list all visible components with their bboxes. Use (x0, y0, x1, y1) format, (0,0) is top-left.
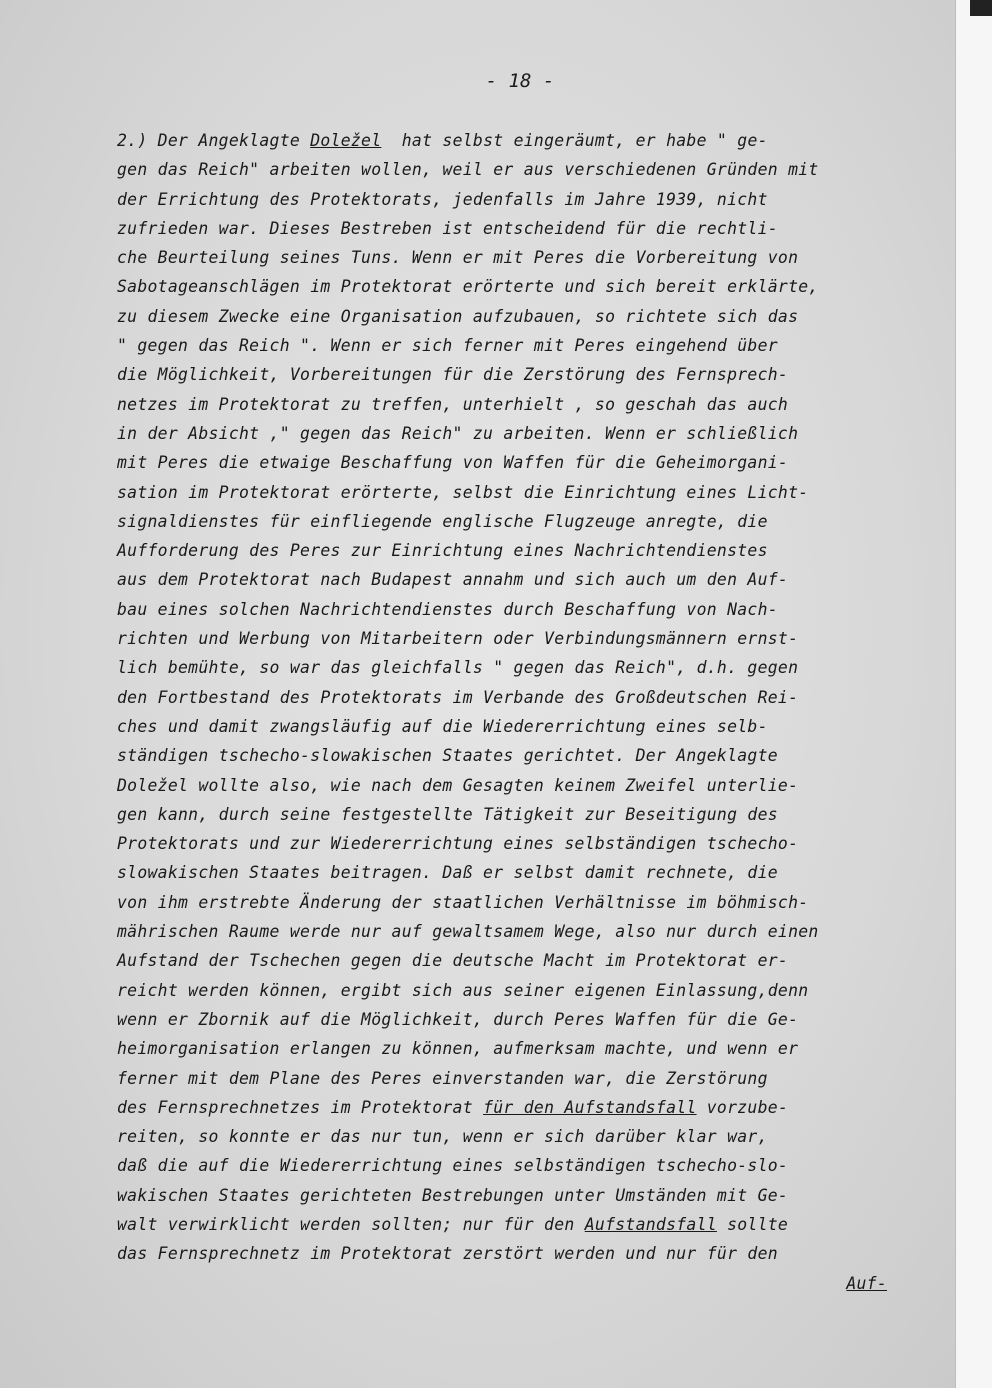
text-line: netzes im Protektorat zu treffen, unterhielt , so geschah das auch (117, 394, 789, 414)
body-text (117, 126, 957, 1298)
text-line: Aufforderung des Peres zur Einrichtung eines Nachrichtendienstes (117, 541, 768, 561)
text-line: zufrieden war. Dieses Bestreben ist entscheidend für die rechtli- (117, 218, 778, 238)
catchword: Auf- (846, 1273, 887, 1293)
text-line: bau eines solchen Nachrichtendienstes durch Beschaffung von Nach- (117, 599, 778, 619)
text-line: in der Absicht ," gegen das Reich" zu arbeiten. Wenn er schließlich (117, 423, 799, 443)
text-line: zu diesem Zwecke eine Organisation aufzubauen, so richtete sich das (117, 306, 799, 326)
text-line: die Möglichkeit, Vorbereitungen für die Zerstörung des Fernsprech- (117, 365, 789, 385)
text-line: 2.) Der Angeklagte Doležel hat selbst eingeräumt, er habe " ge- (117, 131, 768, 150)
text-line: wenn er Zbornik auf die Möglichkeit, durch Peres Waffen für die Ge- (117, 1009, 799, 1029)
text-line: heimorganisation erlangen zu können, aufmerksam machte, und wenn er (117, 1039, 799, 1059)
edge-mark (970, 0, 992, 16)
text-line: lich bemühte, so war das gleichfalls " gegen das Reich", d.h. gegen (117, 658, 799, 678)
text-line: reicht werden können, ergibt sich aus seiner eigenen Einlassung,denn (117, 980, 809, 1000)
text-line: den Fortbestand des Protektorats im Verbande des Großdeutschen Rei- (117, 687, 799, 707)
text-line: der Errichtung des Protektorats, jedenfalls im Jahre 1939, nicht (117, 189, 768, 209)
text-line: signaldienstes für einfliegende englische Flugzeuge anregte, die (117, 511, 768, 531)
text-line: Protektorats und zur Wiedererrichtung eines selbständigen tschecho- (117, 834, 799, 854)
text-line: von ihm erstrebte Änderung der staatlichen Verhältnisse im böhmisch- (117, 892, 809, 912)
text-line: che Beurteilung seines Tuns. Wenn er mit Peres die Vorbereitung von (117, 248, 799, 268)
text-line: wakischen Staates gerichteten Bestrebungen unter Umständen mit Ge- (117, 1185, 789, 1205)
page-number: - 18 - (485, 70, 555, 92)
text-line: ferner mit dem Plane des Peres einverstanden war, die Zerstörung (117, 1068, 768, 1088)
text-line: Aufstand der Tschechen gegen die deutsche Macht im Protektorat er- (117, 951, 789, 971)
text-line: des Fernsprechnetzes im Protektorat für den Aufstandsfall vorzube- (117, 1097, 789, 1117)
text-line: reiten, so konnte er das nur tun, wenn er sich darüber klar war, (117, 1127, 768, 1147)
text-line: mährischen Raume werde nur auf gewaltsamem Wege, also nur durch einen (117, 922, 819, 942)
text-line: Doležel wollte also, wie nach dem Gesagten keinem Zweifel unterlie- (117, 775, 799, 795)
text-line: aus dem Protektorat nach Budapest annahm und sich auch um den Auf- (117, 570, 789, 590)
text-line: Sabotageanschlägen im Protektorat erörterte und sich bereit erklärte, (117, 277, 819, 297)
text-line: das Fernsprechnetz im Protektorat zerstört werden und nur für den (117, 1244, 778, 1264)
text-line: daß die auf die Wiedererrichtung eines selbständigen tschecho-slo- (117, 1156, 789, 1176)
text-line: walt verwirklicht werden sollten; nur für den Aufstandsfall sollte (117, 1214, 789, 1234)
text-line: richten und Werbung von Mitarbeitern oder Verbindungsmännern ernst- (117, 629, 799, 649)
text-line: sation im Protektorat erörterte, selbst die Einrichtung eines Licht- (117, 482, 809, 502)
text-line: gen das Reich" arbeiten wollen, weil er aus verschiedenen Gründen mit (117, 160, 819, 180)
text-line: ständigen tschecho-slowakischen Staates gerichtet. Der Angeklagte (117, 746, 778, 766)
text-line: " gegen das Reich ". Wenn er sich ferner mit Peres eingehend über (117, 336, 778, 356)
page-edge (955, 0, 992, 1388)
text-line: ches und damit zwangsläufig auf die Wiedererrichtung eines selb- (117, 716, 768, 736)
text-line: gen kann, durch seine festgestellte Tätigkeit zur Beseitigung des (117, 804, 778, 824)
text-line: slowakischen Staates beitragen. Daß er selbst damit rechnete, die (117, 863, 778, 883)
text-line: mit Peres die etwaige Beschaffung von Waffen für die Geheimorgani- (117, 453, 789, 473)
